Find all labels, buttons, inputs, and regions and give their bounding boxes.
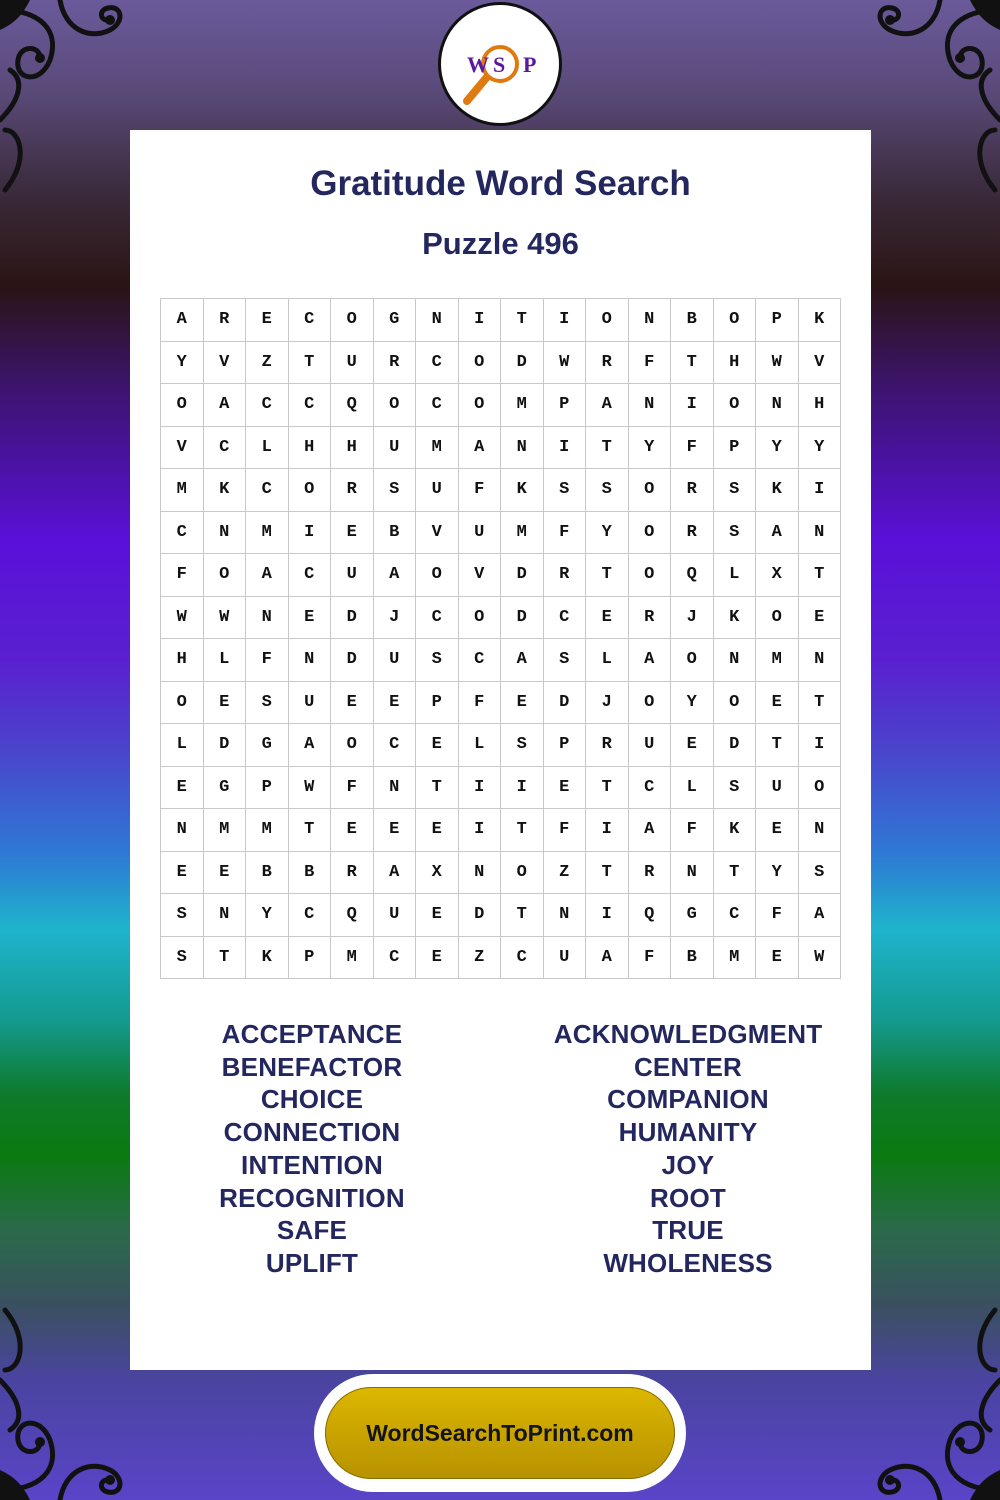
puzzle-sheet: [130, 130, 871, 1370]
word-item: HUMANITY: [618, 1117, 758, 1148]
grid-cell[interactable]: I: [289, 512, 332, 555]
grid-cell[interactable]: F: [756, 894, 799, 937]
grid-cell[interactable]: E: [671, 724, 714, 767]
grid-cell[interactable]: A: [756, 512, 799, 555]
grid-cell[interactable]: C: [289, 384, 332, 427]
grid-cell[interactable]: K: [756, 469, 799, 512]
word-item: ACCEPTANCE: [221, 1019, 403, 1049]
grid-cell[interactable]: N: [799, 639, 842, 682]
grid-cell[interactable]: S: [799, 852, 842, 895]
grid-cell[interactable]: F: [459, 682, 502, 725]
grid-cell[interactable]: A: [586, 384, 629, 427]
grid-cell[interactable]: U: [374, 894, 417, 937]
grid-cell[interactable]: O: [161, 682, 204, 725]
corner-ornament-bottom-left: [0, 1300, 140, 1500]
grid-cell[interactable]: C: [289, 894, 332, 937]
grid-cell[interactable]: E: [204, 682, 247, 725]
grid-cell[interactable]: T: [586, 554, 629, 597]
logo-letter-s: S: [493, 52, 506, 77]
grid-cell[interactable]: E: [331, 809, 374, 852]
grid-cell[interactable]: T: [799, 554, 842, 597]
grid-cell[interactable]: O: [629, 682, 672, 725]
grid-cell[interactable]: N: [161, 809, 204, 852]
grid-cell[interactable]: K: [799, 299, 842, 342]
grid-cell[interactable]: Y: [799, 427, 842, 470]
grid-cell[interactable]: R: [544, 554, 587, 597]
grid-cell[interactable]: E: [331, 512, 374, 555]
grid-cell[interactable]: D: [501, 342, 544, 385]
grid-cell[interactable]: L: [714, 554, 757, 597]
grid-cell[interactable]: Y: [629, 427, 672, 470]
grid-cell[interactable]: I: [544, 427, 587, 470]
grid-cell[interactable]: F: [629, 342, 672, 385]
grid-cell[interactable]: F: [544, 512, 587, 555]
grid-cell[interactable]: F: [544, 809, 587, 852]
grid-cell[interactable]: A: [459, 427, 502, 470]
word-item: INTENTION: [241, 1149, 383, 1180]
grid-cell[interactable]: N: [714, 639, 757, 682]
grid-cell[interactable]: P: [756, 299, 799, 342]
grid-cell[interactable]: U: [289, 682, 332, 725]
grid-cell[interactable]: Y: [671, 682, 714, 725]
word-list-left: [130, 1018, 494, 1280]
grid-cell[interactable]: F: [246, 639, 289, 682]
grid-cell[interactable]: Z: [246, 342, 289, 385]
grid-cell[interactable]: N: [289, 639, 332, 682]
grid-cell[interactable]: T: [586, 852, 629, 895]
grid-cell[interactable]: V: [416, 512, 459, 555]
grid-cell[interactable]: T: [671, 342, 714, 385]
grid-cell[interactable]: I: [799, 469, 842, 512]
grid-cell[interactable]: Q: [629, 894, 672, 937]
grid-cell[interactable]: C: [459, 639, 502, 682]
grid-cell[interactable]: J: [586, 682, 629, 725]
grid-cell[interactable]: N: [246, 597, 289, 640]
grid-cell[interactable]: O: [161, 384, 204, 427]
flourish-icon: [860, 1300, 1000, 1500]
grid-cell[interactable]: N: [459, 852, 502, 895]
word-item: SAFE: [276, 1215, 348, 1246]
grid-cell[interactable]: K: [204, 469, 247, 512]
grid-cell[interactable]: S: [161, 937, 204, 980]
grid-cell[interactable]: D: [331, 597, 374, 640]
grid-cell[interactable]: U: [756, 767, 799, 810]
grid-cell[interactable]: N: [374, 767, 417, 810]
grid-cell[interactable]: K: [246, 937, 289, 980]
grid-cell[interactable]: Z: [459, 937, 502, 980]
grid-cell[interactable]: T: [204, 937, 247, 980]
grid-cell[interactable]: L: [161, 724, 204, 767]
grid-cell[interactable]: P: [544, 384, 587, 427]
grid-cell[interactable]: Q: [671, 554, 714, 597]
grid-cell[interactable]: I: [671, 384, 714, 427]
grid-cell[interactable]: L: [586, 639, 629, 682]
grid-cell[interactable]: L: [204, 639, 247, 682]
grid-cell[interactable]: E: [416, 937, 459, 980]
grid-cell[interactable]: I: [586, 894, 629, 937]
grid-cell[interactable]: T: [714, 852, 757, 895]
grid-cell[interactable]: O: [374, 384, 417, 427]
grid-cell[interactable]: B: [246, 852, 289, 895]
grid-cell[interactable]: M: [246, 512, 289, 555]
grid-cell[interactable]: G: [671, 894, 714, 937]
grid-cell[interactable]: N: [204, 512, 247, 555]
grid-cell[interactable]: V: [799, 342, 842, 385]
grid-cell[interactable]: C: [501, 937, 544, 980]
grid-cell[interactable]: Y: [756, 427, 799, 470]
grid-cell[interactable]: E: [246, 299, 289, 342]
grid-cell[interactable]: U: [416, 469, 459, 512]
grid-cell[interactable]: D: [459, 894, 502, 937]
grid-cell[interactable]: C: [374, 937, 417, 980]
grid-cell[interactable]: O: [714, 299, 757, 342]
word-item: BENEFACTOR: [221, 1051, 403, 1082]
grid-cell[interactable]: M: [756, 639, 799, 682]
grid-cell[interactable]: N: [544, 894, 587, 937]
word-item: ROOT: [650, 1182, 726, 1213]
grid-cell[interactable]: K: [501, 469, 544, 512]
grid-cell[interactable]: G: [204, 767, 247, 810]
grid-cell[interactable]: U: [374, 427, 417, 470]
grid-cell[interactable]: E: [374, 682, 417, 725]
grid-cell[interactable]: E: [289, 597, 332, 640]
logo-letter-w: W: [467, 52, 489, 77]
grid-cell[interactable]: R: [586, 724, 629, 767]
grid-cell[interactable]: A: [629, 639, 672, 682]
grid-cell[interactable]: S: [544, 469, 587, 512]
grid-cell[interactable]: P: [416, 682, 459, 725]
grid-cell[interactable]: M: [416, 427, 459, 470]
grid-cell[interactable]: P: [246, 767, 289, 810]
grid-cell[interactable]: F: [629, 937, 672, 980]
grid-cell[interactable]: S: [714, 512, 757, 555]
grid-cell[interactable]: W: [161, 597, 204, 640]
grid-cell[interactable]: C: [544, 597, 587, 640]
grid-cell[interactable]: B: [671, 937, 714, 980]
grid-cell[interactable]: E: [374, 809, 417, 852]
grid-cell[interactable]: Z: [544, 852, 587, 895]
grid-cell[interactable]: S: [714, 469, 757, 512]
grid-cell[interactable]: J: [671, 597, 714, 640]
grid-cell[interactable]: A: [799, 894, 842, 937]
grid-cell[interactable]: K: [714, 809, 757, 852]
grid-cell[interactable]: O: [331, 299, 374, 342]
grid-cell[interactable]: O: [289, 469, 332, 512]
grid-cell[interactable]: A: [629, 809, 672, 852]
word-item: CENTER: [633, 1051, 743, 1082]
grid-cell[interactable]: O: [629, 554, 672, 597]
word-item: WHOLENESS: [603, 1247, 773, 1278]
grid-cell[interactable]: S: [161, 894, 204, 937]
grid-cell[interactable]: F: [161, 554, 204, 597]
grid-cell[interactable]: I: [459, 809, 502, 852]
grid-cell[interactable]: T: [586, 767, 629, 810]
grid-cell[interactable]: C: [289, 299, 332, 342]
grid-cell[interactable]: E: [161, 767, 204, 810]
grid-cell[interactable]: E: [756, 809, 799, 852]
grid-cell[interactable]: A: [501, 639, 544, 682]
wsp-logo[interactable]: [438, 2, 562, 126]
grid-cell[interactable]: A: [586, 937, 629, 980]
grid-cell[interactable]: U: [331, 554, 374, 597]
grid-cell[interactable]: W: [544, 342, 587, 385]
grid-cell[interactable]: R: [671, 469, 714, 512]
grid-cell[interactable]: I: [501, 767, 544, 810]
flourish-icon: [0, 1300, 140, 1500]
letter-grid: [160, 298, 841, 979]
grid-cell[interactable]: O: [459, 342, 502, 385]
grid-cell[interactable]: I: [459, 767, 502, 810]
grid-cell[interactable]: D: [331, 639, 374, 682]
grid-cell[interactable]: O: [586, 299, 629, 342]
grid-cell[interactable]: C: [416, 342, 459, 385]
grid-cell[interactable]: F: [459, 469, 502, 512]
grid-cell[interactable]: M: [331, 937, 374, 980]
magnifier-logo-icon: [445, 9, 555, 119]
logo-letter-p: P: [523, 52, 537, 77]
grid-cell[interactable]: Y: [586, 512, 629, 555]
grid-cell[interactable]: N: [501, 427, 544, 470]
grid-cell[interactable]: H: [331, 427, 374, 470]
grid-cell[interactable]: G: [374, 299, 417, 342]
grid-cell[interactable]: E: [544, 767, 587, 810]
grid-cell[interactable]: C: [289, 554, 332, 597]
flourish-icon: [860, 0, 1000, 200]
puzzle-number: Puzzle 496: [422, 226, 579, 261]
word-item: CHOICE: [260, 1084, 364, 1115]
grid-cell[interactable]: F: [671, 809, 714, 852]
grid-cell[interactable]: Q: [331, 894, 374, 937]
grid-cell[interactable]: B: [289, 852, 332, 895]
grid-cell[interactable]: R: [629, 597, 672, 640]
grid-cell[interactable]: S: [714, 767, 757, 810]
grid-cell[interactable]: T: [289, 342, 332, 385]
grid-cell[interactable]: N: [204, 894, 247, 937]
grid-cell[interactable]: I: [544, 299, 587, 342]
grid-cell[interactable]: O: [204, 554, 247, 597]
grid-cell[interactable]: E: [756, 682, 799, 725]
grid-cell[interactable]: C: [374, 724, 417, 767]
grid-cell[interactable]: X: [756, 554, 799, 597]
grid-cell[interactable]: N: [629, 299, 672, 342]
grid-cell[interactable]: H: [289, 427, 332, 470]
grid-cell[interactable]: S: [501, 724, 544, 767]
grid-cell[interactable]: V: [161, 427, 204, 470]
grid-cell[interactable]: V: [459, 554, 502, 597]
grid-cell[interactable]: U: [374, 639, 417, 682]
grid-cell[interactable]: J: [374, 597, 417, 640]
grid-cell[interactable]: N: [799, 512, 842, 555]
grid-cell[interactable]: S: [416, 639, 459, 682]
page-title: Gratitude Word Search: [310, 164, 691, 203]
corner-ornament-bottom-right: [860, 1300, 1000, 1500]
grid-cell[interactable]: C: [246, 469, 289, 512]
corner-ornament-top-left: [0, 0, 140, 200]
grid-cell[interactable]: I: [799, 724, 842, 767]
grid-cell[interactable]: E: [416, 724, 459, 767]
grid-cell[interactable]: C: [161, 512, 204, 555]
grid-cell[interactable]: N: [671, 852, 714, 895]
grid-cell[interactable]: E: [501, 682, 544, 725]
word-item: UPLIFT: [265, 1247, 359, 1278]
grid-cell[interactable]: M: [501, 512, 544, 555]
grid-cell[interactable]: L: [459, 724, 502, 767]
grid-cell[interactable]: X: [416, 852, 459, 895]
grid-cell[interactable]: S: [586, 469, 629, 512]
grid-cell[interactable]: R: [586, 342, 629, 385]
grid-cell[interactable]: P: [544, 724, 587, 767]
grid-cell[interactable]: G: [246, 724, 289, 767]
word-item: ACKNOWLEDGMENT: [553, 1019, 823, 1049]
site-link-label[interactable]: WordSearchToPrint.com: [325, 1387, 675, 1479]
grid-cell[interactable]: O: [629, 469, 672, 512]
grid-cell[interactable]: Y: [161, 342, 204, 385]
grid-cell[interactable]: T: [289, 809, 332, 852]
grid-cell[interactable]: S: [374, 469, 417, 512]
grid-cell[interactable]: C: [204, 427, 247, 470]
grid-cell[interactable]: E: [756, 937, 799, 980]
grid-cell[interactable]: B: [671, 299, 714, 342]
grid-cell[interactable]: O: [756, 597, 799, 640]
grid-cell[interactable]: T: [756, 724, 799, 767]
grid-cell[interactable]: E: [161, 852, 204, 895]
grid-cell[interactable]: U: [331, 342, 374, 385]
grid-cell[interactable]: O: [459, 384, 502, 427]
grid-cell[interactable]: P: [714, 427, 757, 470]
grid-cell[interactable]: T: [501, 299, 544, 342]
site-link-button[interactable]: [314, 1374, 686, 1492]
grid-cell[interactable]: C: [246, 384, 289, 427]
grid-cell[interactable]: B: [374, 512, 417, 555]
grid-cell[interactable]: M: [161, 469, 204, 512]
flourish-icon: [0, 0, 140, 200]
grid-cell[interactable]: F: [671, 427, 714, 470]
grid-cell[interactable]: C: [416, 384, 459, 427]
grid-cell[interactable]: I: [586, 809, 629, 852]
word-item: CONNECTION: [223, 1117, 401, 1148]
grid-cell[interactable]: N: [629, 384, 672, 427]
grid-cell[interactable]: O: [459, 597, 502, 640]
grid-cell[interactable]: E: [586, 597, 629, 640]
grid-cell[interactable]: O: [714, 384, 757, 427]
word-list-right: [500, 1018, 876, 1280]
grid-cell[interactable]: M: [714, 937, 757, 980]
grid-cell[interactable]: R: [331, 469, 374, 512]
grid-cell[interactable]: O: [416, 554, 459, 597]
grid-cell[interactable]: W: [289, 767, 332, 810]
grid-cell[interactable]: O: [501, 852, 544, 895]
grid-cell[interactable]: M: [204, 809, 247, 852]
grid-cell[interactable]: Y: [246, 894, 289, 937]
grid-cell[interactable]: E: [799, 597, 842, 640]
grid-cell[interactable]: U: [544, 937, 587, 980]
grid-cell[interactable]: O: [671, 639, 714, 682]
grid-cell[interactable]: T: [501, 809, 544, 852]
grid-cell[interactable]: D: [204, 724, 247, 767]
grid-cell[interactable]: W: [799, 937, 842, 980]
grid-cell[interactable]: C: [629, 767, 672, 810]
grid-cell[interactable]: E: [416, 894, 459, 937]
grid-cell[interactable]: W: [756, 342, 799, 385]
grid-cell[interactable]: V: [204, 342, 247, 385]
grid-cell[interactable]: A: [289, 724, 332, 767]
grid-cell[interactable]: A: [374, 852, 417, 895]
grid-cell[interactable]: T: [501, 894, 544, 937]
grid-cell[interactable]: A: [204, 384, 247, 427]
grid-cell[interactable]: Q: [331, 384, 374, 427]
grid-cell[interactable]: A: [246, 554, 289, 597]
grid-cell[interactable]: H: [161, 639, 204, 682]
word-item: RECOGNITION: [219, 1182, 405, 1213]
grid-cell[interactable]: E: [416, 809, 459, 852]
grid-cell[interactable]: R: [204, 299, 247, 342]
grid-cell[interactable]: P: [289, 937, 332, 980]
grid-cell[interactable]: D: [714, 724, 757, 767]
grid-cell[interactable]: O: [331, 724, 374, 767]
grid-cell[interactable]: H: [799, 384, 842, 427]
grid-cell[interactable]: S: [246, 682, 289, 725]
word-item: TRUE: [652, 1215, 724, 1246]
grid-cell[interactable]: T: [586, 427, 629, 470]
grid-cell[interactable]: R: [671, 512, 714, 555]
grid-cell[interactable]: D: [544, 682, 587, 725]
grid-cell[interactable]: A: [374, 554, 417, 597]
grid-cell[interactable]: E: [204, 852, 247, 895]
grid-cell[interactable]: U: [459, 512, 502, 555]
word-item: COMPANION: [607, 1084, 769, 1115]
grid-cell[interactable]: S: [544, 639, 587, 682]
grid-cell[interactable]: L: [671, 767, 714, 810]
grid-cell[interactable]: M: [246, 809, 289, 852]
grid-cell[interactable]: Y: [756, 852, 799, 895]
grid-cell[interactable]: T: [416, 767, 459, 810]
grid-cell[interactable]: K: [714, 597, 757, 640]
grid-cell[interactable]: D: [501, 554, 544, 597]
grid-cell[interactable]: D: [501, 597, 544, 640]
grid-cell[interactable]: N: [756, 384, 799, 427]
grid-cell[interactable]: O: [714, 682, 757, 725]
word-item: JOY: [661, 1149, 715, 1180]
grid-cell[interactable]: R: [331, 852, 374, 895]
grid-cell[interactable]: T: [799, 682, 842, 725]
corner-ornament-top-right: [860, 0, 1000, 200]
grid-cell[interactable]: U: [629, 724, 672, 767]
grid-cell[interactable]: N: [416, 299, 459, 342]
grid-cell[interactable]: N: [799, 809, 842, 852]
grid-cell[interactable]: O: [629, 512, 672, 555]
grid-cell[interactable]: I: [459, 299, 502, 342]
grid-cell[interactable]: R: [374, 342, 417, 385]
grid-cell[interactable]: M: [501, 384, 544, 427]
grid-cell[interactable]: E: [331, 682, 374, 725]
grid-cell[interactable]: C: [416, 597, 459, 640]
grid-cell[interactable]: W: [204, 597, 247, 640]
grid-cell[interactable]: O: [799, 767, 842, 810]
grid-cell[interactable]: L: [246, 427, 289, 470]
grid-cell[interactable]: F: [331, 767, 374, 810]
grid-cell[interactable]: H: [714, 342, 757, 385]
grid-cell[interactable]: A: [161, 299, 204, 342]
grid-cell[interactable]: C: [714, 894, 757, 937]
grid-cell[interactable]: R: [629, 852, 672, 895]
